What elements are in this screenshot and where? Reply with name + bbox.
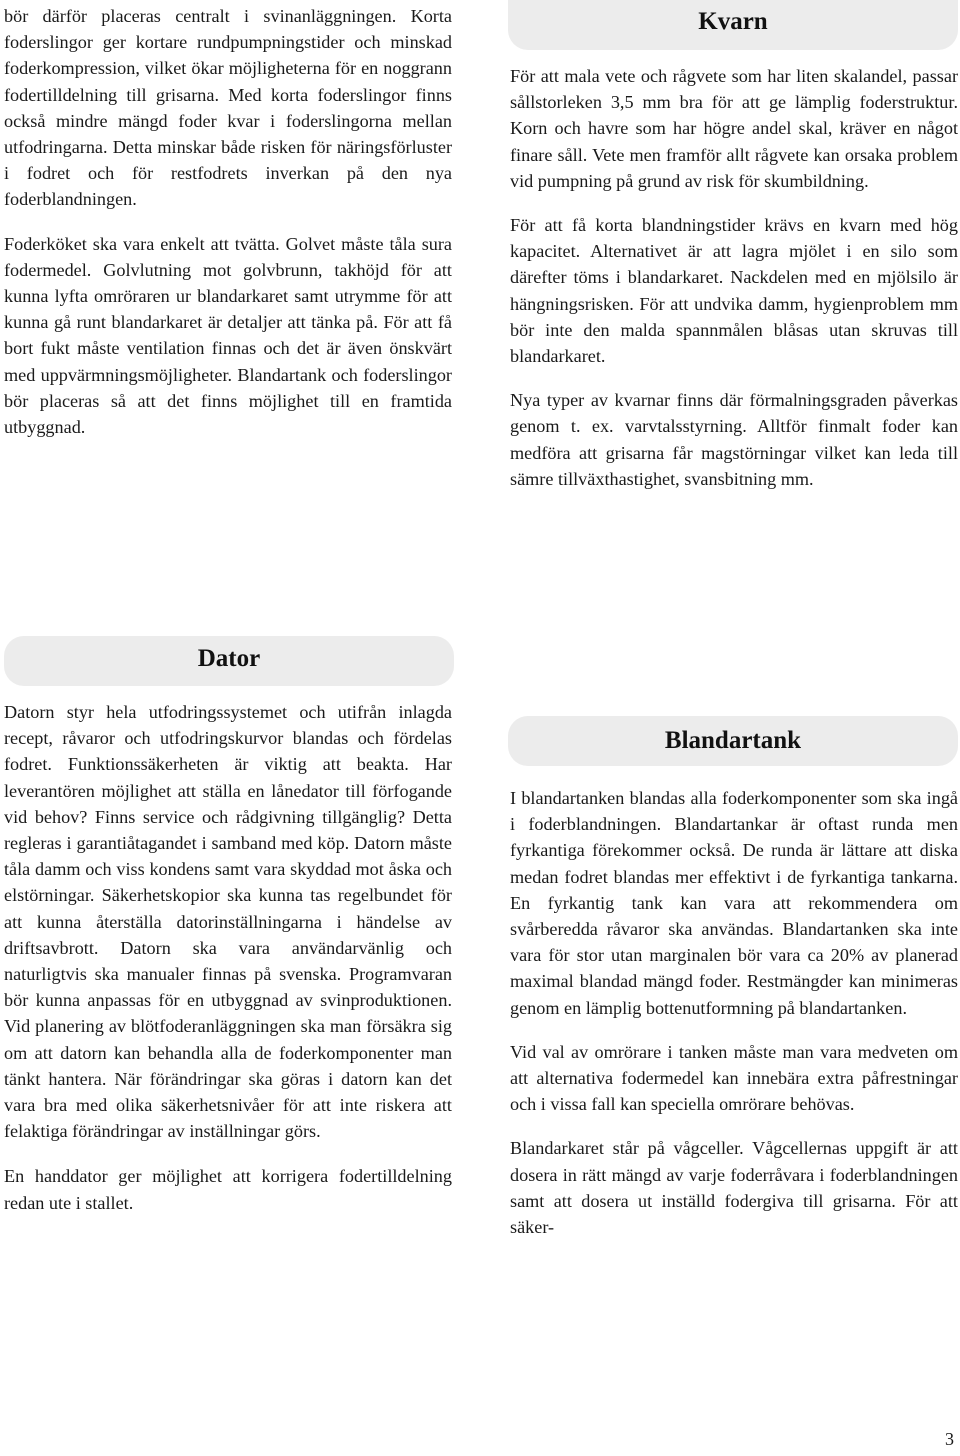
paragraph: Foderköket ska vara enkelt att tvätta. Golvet måste tåla sura fodermedel. Golvlutning mot golvbrunn, takhöjd för att kunna lyfta omröraren ur blandarkaret samt utrymme för att kunna gå runt blandarkaret är detaljer att tänka på. För att få bort fukt måste ventilation finnas och det är även önskvärt med uppvärmningsmöjligheter. Blandartank och foderslingor bör placeras så att det finns möjlighet till en framtida utbyggnad. — [4, 233, 452, 438]
paragraph: Datorn styr hela utfodringssystemet och utifrån inlagda recept, råvaror och utfodringskurvor blandas och fördelas fodret. Funktionssäkerheten är viktig att beakta. Har leverantören möjlighet att ställa en lånedator till förfogande vid behov? Finns service och rådgivning tillgänglig? Detta regleras i garantiåtagandet i samband med köp. Datorn måste tåla damm och viss kondens samt vara skyddad mot åska och elstörningar. Säkerhetskopior ska kunna tas regelbundet för att kunna återställa datorinställningarna i händelse av driftsavbrott. Datorn ska vara användarvänlig och naturligtvis ska manualer finnas på svenska. Programvaran bör kunna anpassas för en utbyggnad av svinproduktionen. Vid planering av blötfoderanläggningen ska man försäkra sig om att datorn kan behandla alla de foderkomponenter man tänkt hantera. När förändringar ska göras i datorn kan det vara bra med olika säkerhetsnivåer för att inte riskera att felaktiga förändringar av inställningar görs. — [4, 702, 452, 1142]
dator-text — [4, 699, 452, 1216]
blandartank-text — [510, 785, 958, 1240]
paragraph: Blandarkaret står på vågceller. Vågcellernas uppgift är att dosera in rätt mängd av varje foderråvara i foderblandningen samt att dosera ut inställd fodergiva till grisarna. För att säker- — [510, 1138, 958, 1238]
left-top-text — [4, 3, 452, 440]
section-heading-blandartank: Blandartank — [508, 716, 958, 766]
paragraph: I blandartanken blandas alla foderkomponenter som ska ingå i foderblandningen. Blandartankar är oftast runda men fyrkantiga förekommer också. De runda är lättare att diska medan fodret blandas mer effektivt i de fyrkantiga tankarna. En fyrkantig tank kan vara att rekommendera om svårberedda råvaror ska användas. Blandartanken ska inte vara för stor utan marginalen bör vara ca 20% av planerad maximal blandad mängd foder. Restmängder kan minimeras genom en lämplig bottenutformning på blandartanken. — [510, 788, 958, 1018]
section-heading-kvarn: Kvarn — [508, 0, 958, 50]
paragraph: En handdator ger möjlighet att korrigera fodertilldelning redan ute i stallet. — [4, 1166, 452, 1213]
page-number: 3 — [945, 1429, 954, 1449]
kvarn-text — [510, 63, 958, 492]
paragraph: Nya typer av kvarnar finns där förmalningsgraden påverkas genom t. ex. varvtalsstyrning. Alltför finmalt foder kan medföra att grisarna får magstörningar vilket kan leda till sämre tillväxthastighet, svansbitning mm. — [510, 390, 958, 489]
section-heading-dator: Dator — [4, 636, 454, 686]
paragraph: För att få korta blandningstider krävs en kvarn med hög kapacitet. Alternativet är att lagra mjölet i en silo som därefter töms i blandarkaret. Nackdelen med en mjölsilo är hängningsrisken. För att undvika damm, hygienproblem mm bör inte den malda spannmålen blåsas utan skruvas till blandarkaret. — [510, 215, 958, 367]
paragraph: För att mala vete och rågvete som har liten skalandel, passar sållstorleken 3,5 mm bra för att ge lämplig foderstruktur. Korn och havre som har högre andel skal, kräver en något finare såll. Vete men framför allt rågvete kan orsaka problem vid pumpning på grund av risk för skumbildning. — [510, 66, 958, 191]
paragraph: Vid val av omrörare i tanken måste man vara medveten om att alternativa fodermedel kan innebära extra påfrestningar och i vissa fall kan speciella omrörare behövas. — [510, 1041, 958, 1115]
paragraph: bör därför placeras centralt i svinanläggningen. Korta foderslingor ger kortare rundpumpningstider och minskad foderkompression, vilket ökar möjligheterna för en noggrann fodertilldelning till grisarna. Med korta foderslingor finns också mindre mängd foder kvar i foderslingorna mellan utfodringarna. Detta minskar både risken för näringsförluster i fodret och för restfodrets inverkan på den nya foderblandningen. — [4, 6, 452, 210]
